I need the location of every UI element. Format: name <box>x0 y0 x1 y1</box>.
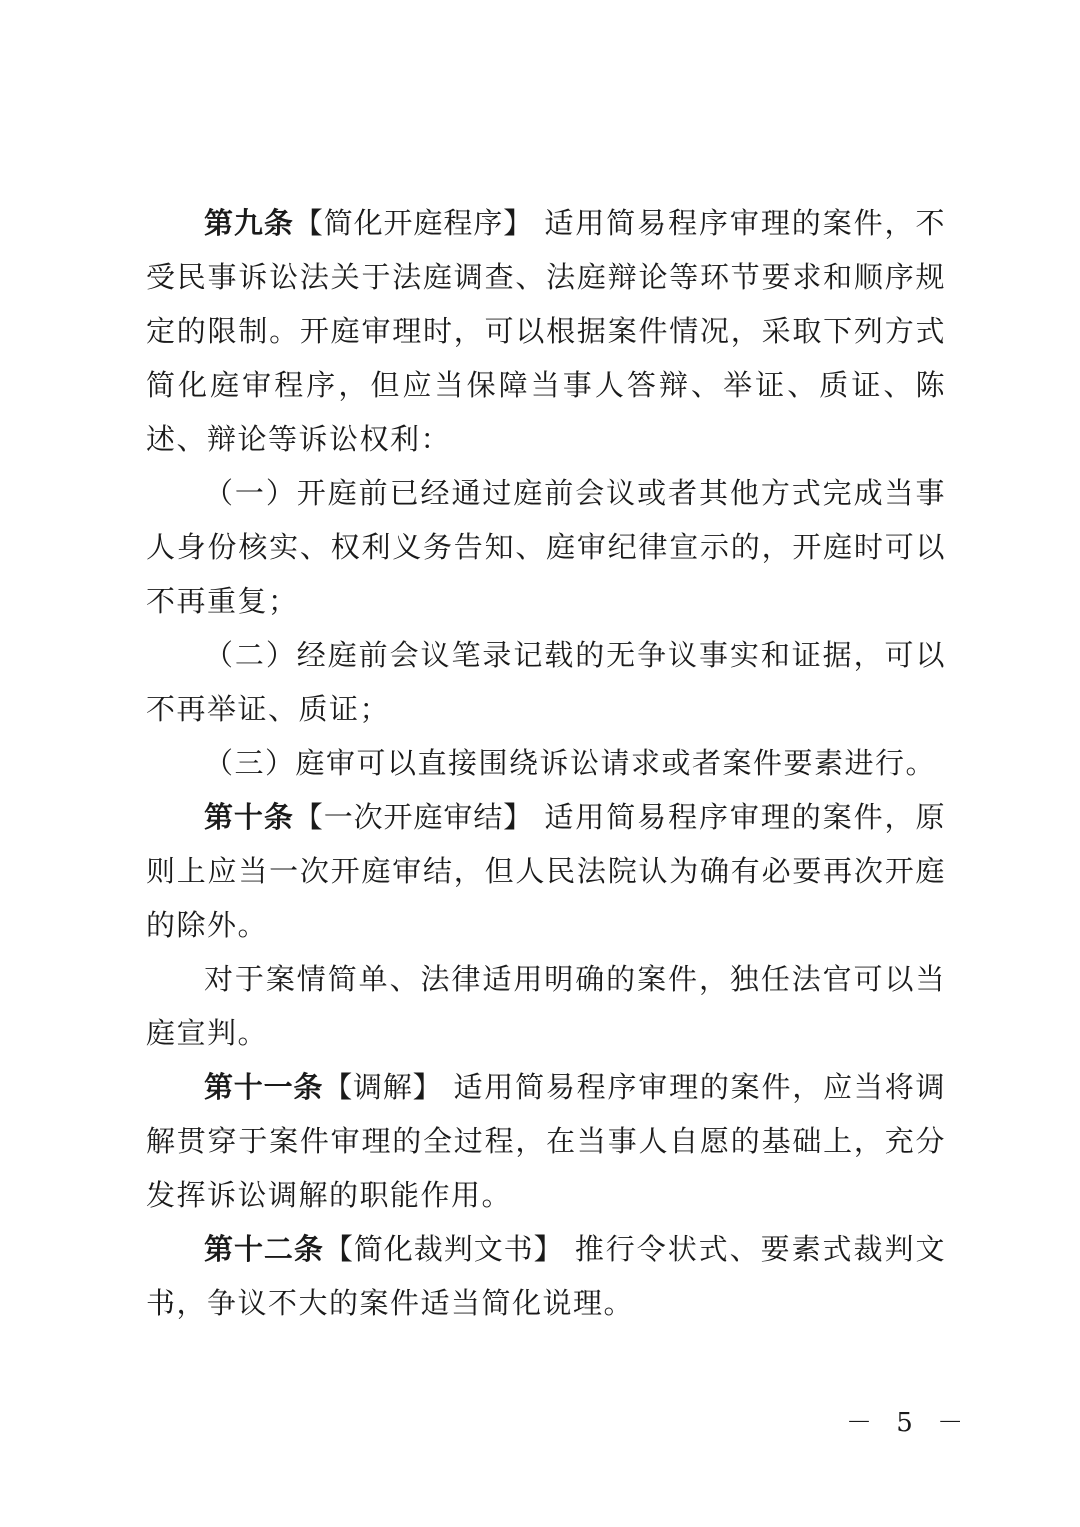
article-10-body: 适用简易程序审理的案件，原则上应当一次开庭审结，但人民法院认为确有必要再次开庭的除外。 <box>146 800 946 942</box>
article-10-heading: 【一次开庭审结】 <box>293 800 534 834</box>
article-12-title: 第十二条 <box>204 1232 324 1266</box>
article-9-body: 适用简易程序审理的案件，不受民事诉讼法关于法庭调查、法庭辩论等环节要求和顺序规定的限制。开庭审理时，可以根据案件情况，采取下列方式简化庭审程序，但应当保障当事人答辩、举证、质证、陈述、辩论等诉讼权利： <box>146 206 946 456</box>
article-9-item-3: （三）庭审可以直接围绕诉讼请求或者案件要素进行。 <box>204 746 937 780</box>
article-10-paragraph <box>146 790 946 952</box>
article-9-paragraph <box>146 196 946 466</box>
page-number: － 5 － <box>846 1408 972 1438</box>
article-9-title: 第九条 <box>204 206 294 240</box>
document-body <box>146 196 946 1330</box>
article-10-extra: 对于案情简单、法律适用明确的案件，独任法官可以当庭宣判。 <box>146 962 946 1050</box>
article-9-heading: 【简化开庭程序】 <box>293 206 534 240</box>
article-12-paragraph <box>146 1222 946 1330</box>
article-11-title: 第十一条 <box>204 1070 324 1104</box>
article-11-heading: 【调解】 <box>323 1070 443 1104</box>
article-12-heading: 【简化裁判文书】 <box>323 1232 564 1266</box>
article-9-item-2: （二）经庭前会议笔录记载的无争议事实和证据，可以不再举证、质证； <box>146 638 946 726</box>
article-12-body: 推行令状式、要素式裁判文书，争议不大的案件适当简化说理。 <box>146 1232 946 1320</box>
article-11-body: 适用简易程序审理的案件，应当将调解贯穿于案件审理的全过程，在当事人自愿的基础上，充分发挥诉讼调解的职能作用。 <box>146 1070 946 1212</box>
article-10-title: 第十条 <box>204 800 294 834</box>
article-11-paragraph <box>146 1060 946 1222</box>
article-9-item-1: （一）开庭前已经通过庭前会议或者其他方式完成当事人身份核实、权利义务告知、庭审纪律宣示的，开庭时可以不再重复； <box>146 476 946 618</box>
